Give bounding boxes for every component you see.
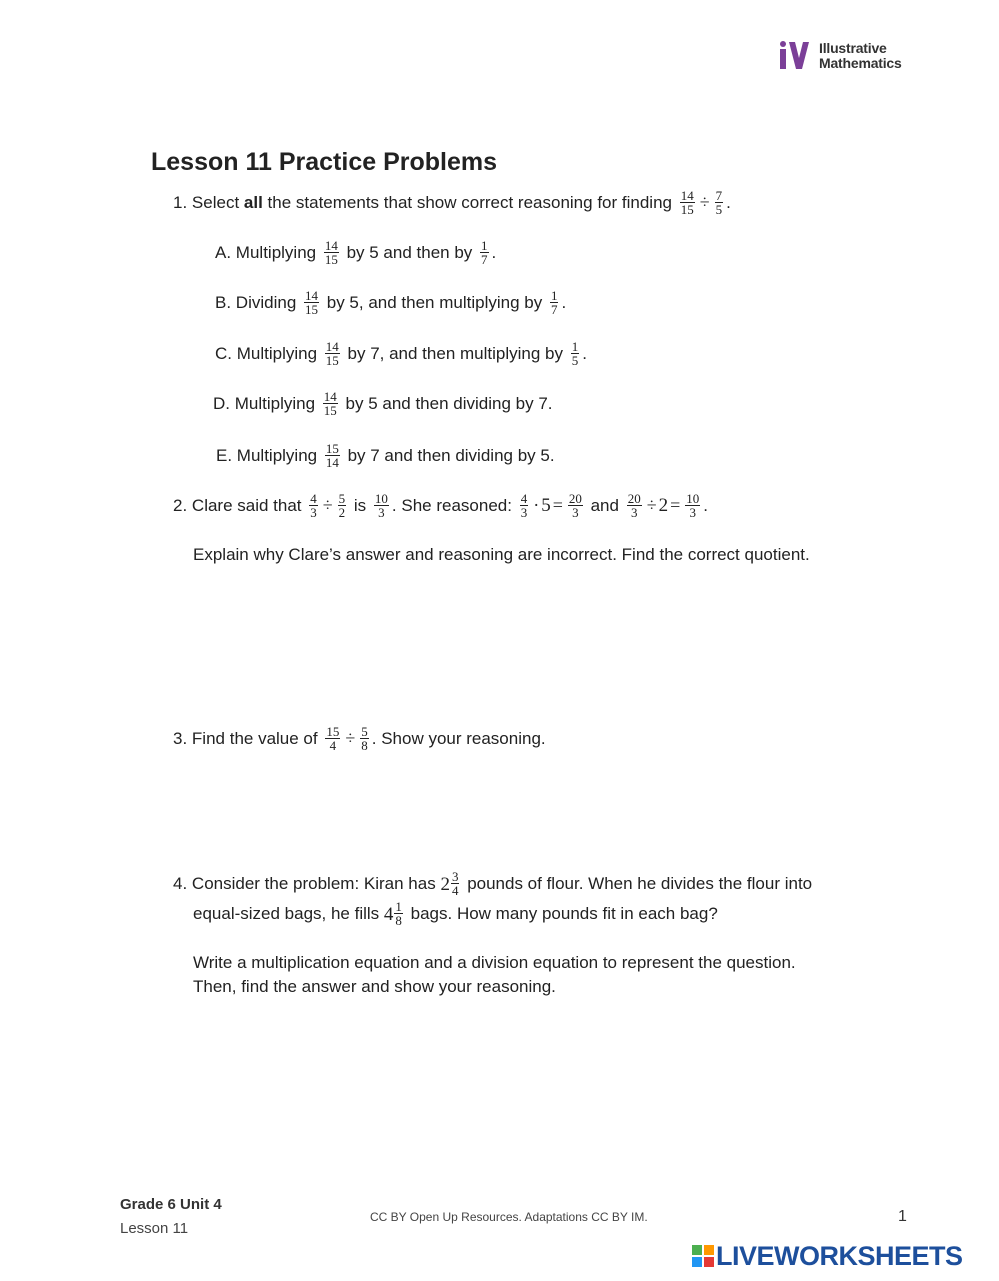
liveworksheets-logo-icon (692, 1245, 714, 1267)
problem-4-instruction-1: Write a multiplication equation and a division equation to represent the question. (193, 953, 796, 972)
footer-grade: Grade 6 Unit 4 (120, 1196, 222, 1213)
problem-4-instruction-2: Then, find the answer and show your reasoning. (193, 977, 556, 996)
option-e[interactable]: E. Multiplying $\frac{15}{14}$ by 7 and then dividing by 5. (216, 441, 555, 470)
logo-wordmark: Illustrative Mathematics (819, 40, 902, 71)
watermark-text: LIVEWORKSHEETS (716, 1241, 963, 1271)
mixed-number: 2 $\frac{3}{4}$ (440, 869, 459, 898)
fraction: $\frac{7}{5}$ (715, 188, 723, 218)
footer-license: CC BY Open Up Resources. Adaptations CC BY IM. (370, 1210, 648, 1224)
footer-lesson: Lesson 11 (120, 1220, 189, 1237)
problem-3-stem: 3. Find the value of $\frac{15}{4}$ ÷ $\frac{5}{8}$ . Show your reasoning. (173, 724, 546, 754)
option-b[interactable]: B. Dividing $\frac{14}{15}$ by 5, and then multiplying by $\frac{1}{7}$ . (215, 288, 567, 317)
mixed-number: 4 $\frac{1}{8}$ (383, 899, 402, 928)
problem-2-explain: Explain why Clare’s answer and reasoning are incorrect. Find the correct quotient. (193, 545, 810, 564)
problem-2-stem: 2. Clare said that $\frac{4}{3}$ ÷ $\frac{5}{2}$ is $\frac{10}{3}$ . She reasoned: $\frac{4}{3}$ · 5 = $\frac{20}{3}$ and $\frac{20}{3}$ ÷ 2 = $\frac{10}{3}$ . (173, 491, 708, 521)
option-c[interactable]: C. Multiplying $\frac{14}{15}$ by 7, and then multiplying by $\frac{1}{5}$ . (215, 339, 587, 368)
im-logo-icon (778, 40, 812, 70)
option-d[interactable]: D. Multiplying $\frac{14}{15}$ by 5 and then dividing by 7. (213, 389, 553, 418)
problem-4-stem-line1: 4. Consider the problem: Kiran has 2 $\frac{3}{4}$ pounds of flour. When he divides the flour into (173, 869, 813, 898)
illustrative-mathematics-logo (778, 40, 918, 72)
problem-4-stem-line2: equal-sized bags, he fills 4 $\frac{1}{8}$ bags. How many pounds fit in each bag? (193, 899, 718, 928)
fraction: $\frac{14}{15}$ (680, 188, 694, 218)
problem-1-stem: 1. Select all the statements that show correct reasoning for finding $\frac{14}{15}$ ÷ $\frac{7}{5}$ . (173, 188, 731, 218)
page-number: 1 (898, 1208, 907, 1225)
liveworksheets-watermark (692, 1241, 992, 1271)
page-title: Lesson 11 Practice Problems (151, 148, 498, 176)
option-a[interactable]: A. Multiplying $\frac{14}{15}$ by 5 and then by $\frac{1}{7}$ . (215, 238, 497, 267)
